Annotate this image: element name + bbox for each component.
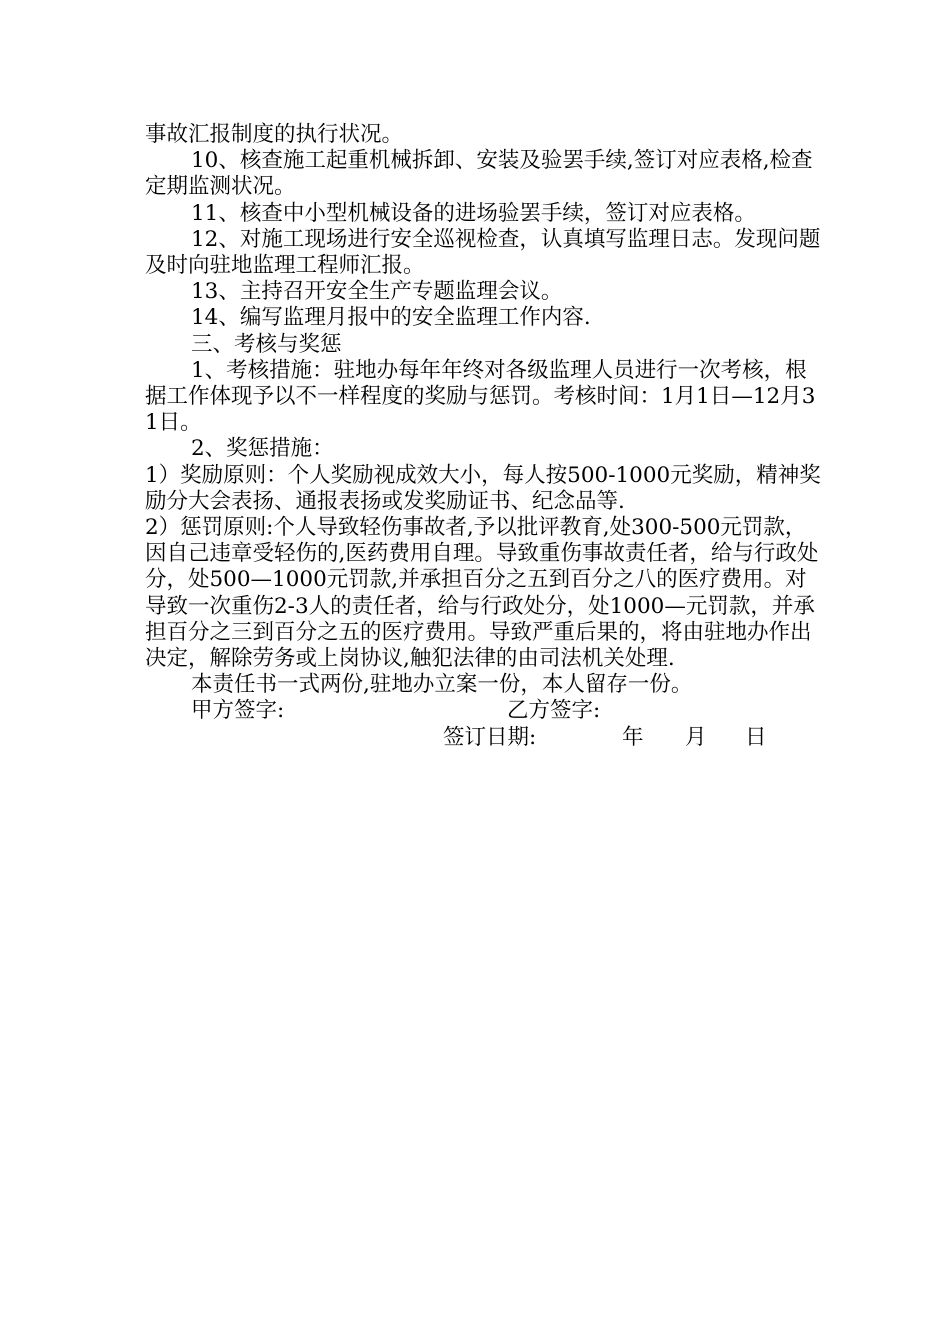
- date-day-label: 日: [745, 724, 767, 750]
- paragraph: 14、编写监理月报中的安全监理工作内容.: [191, 305, 591, 331]
- paragraph: 1）奖励原则：个人奖励视成效大小，每人按500-1000元奖励，精神奖励分大会表扬、通报表扬或发奖励证书、纪念品等.: [145, 462, 821, 514]
- signing-date-row: [145, 725, 825, 751]
- date-year-label: 年: [622, 724, 644, 750]
- paragraph: 11、核查中小型机械设备的进场验罢手续，签订对应表格。: [191, 200, 756, 226]
- party-a-signature-label: 甲方签字:: [191, 698, 285, 724]
- section-heading: 三、考核与奖惩: [191, 331, 342, 357]
- document-body: [145, 122, 825, 751]
- signing-date-label: 签订日期:: [443, 724, 537, 750]
- paragraph: 13、主持召开安全生产专题监理会议。: [191, 279, 563, 305]
- paragraph: 1、考核措施：驻地办每年年终对各级监理人员进行一次考核，根据工作体现予以不一样程度的奖励与惩罚。考核时间：1月1日—12月31日。: [145, 357, 816, 436]
- paragraph: 10、核查施工起重机械拆卸、安装及验罢手续,签订对应表格,检查定期监测状况。: [145, 148, 813, 200]
- paragraph: 12、对施工现场进行安全巡视检查，认真填写监理日志。发现问题及时向驻地监理工程师汇报。: [145, 226, 821, 279]
- party-b-signature-label: 乙方签字:: [507, 698, 601, 724]
- date-month-label: 月: [685, 724, 707, 750]
- paragraph: 事故汇报制度的执行状况。: [145, 122, 404, 147]
- paragraph: 本责任书一式两份,驻地办立案一份，本人留存一份。: [191, 672, 693, 698]
- paragraph: 2、奖惩措施：: [191, 436, 334, 462]
- signature-row: [145, 698, 825, 724]
- paragraph: 2）惩罚原则:个人导致轻伤事故者,予以批评教育,处300-500元罚款，因自己违章受轻伤的,医药费用自理。导致重伤事故责任者，给与行政处分，处500—1000元罚款,并承担百分之五到百分之八的医疗费用。对导致一次重伤2-3人的责任者，给与行政处分，处1000—元罚款，并承担百分之三到百分之五的医疗费用。导致严重后果的，将由驻地办作出决定，解除劳务或上岗协议,触犯法律的由司法机关处理.: [145, 515, 819, 672]
